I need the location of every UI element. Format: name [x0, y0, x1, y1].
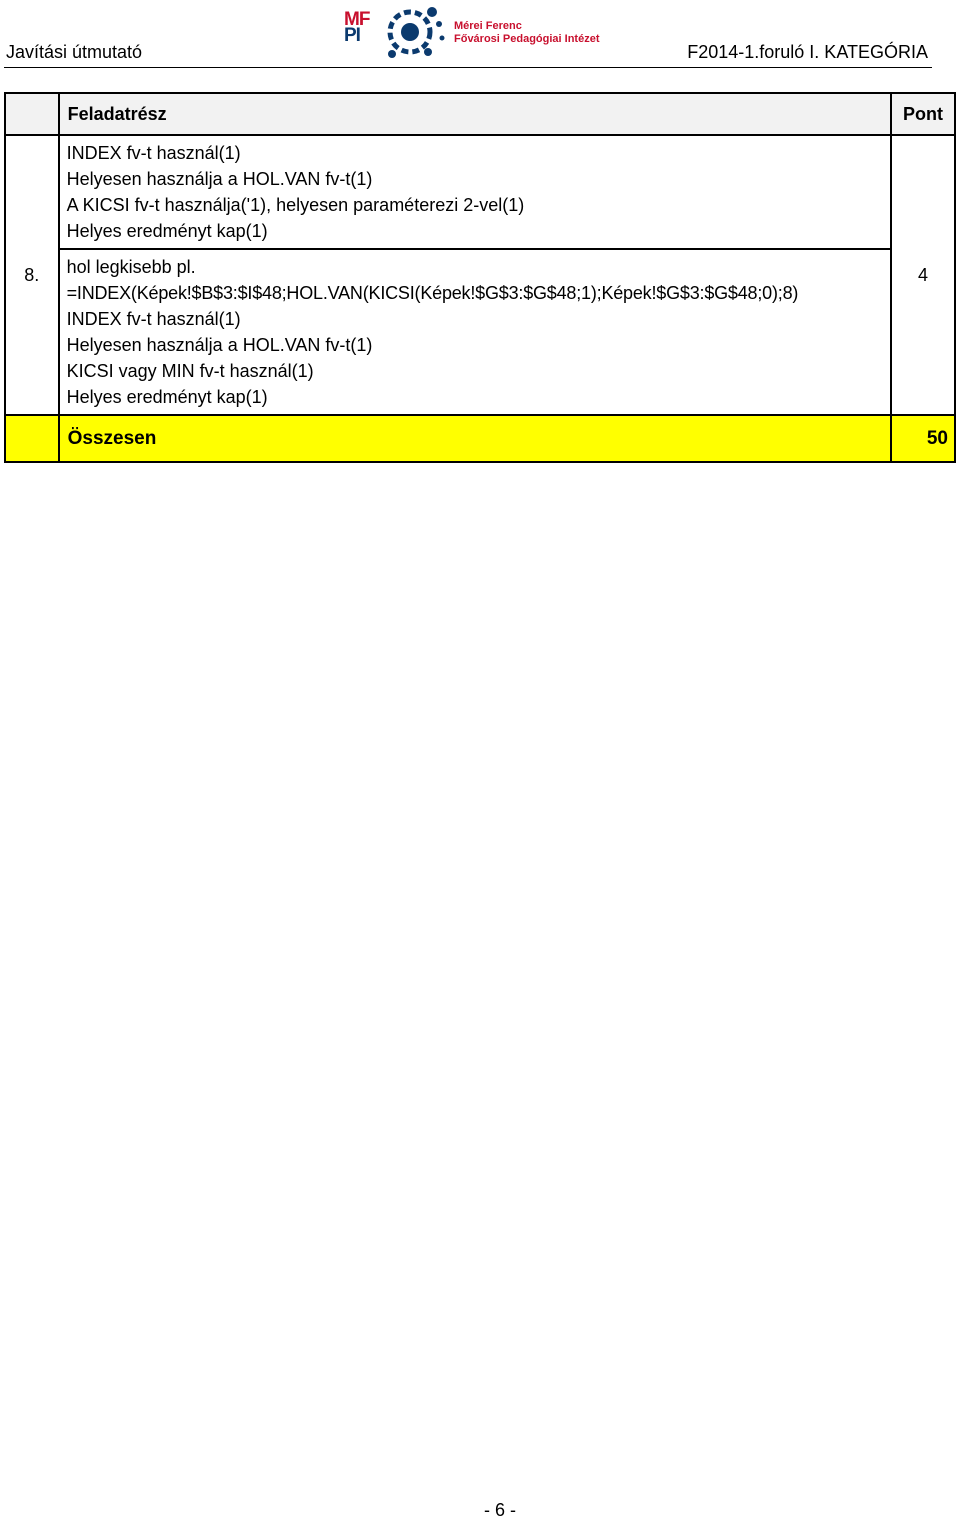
header-left-title: Javítási útmutató [6, 42, 143, 62]
criteria-block-2 [59, 249, 891, 415]
scoring-table [4, 92, 956, 463]
criteria-line: Helyes eredményt kap(1) [66, 387, 268, 407]
logo-institution-name: Mérei Ferenc Fővárosi Pedagógiai Intézet [454, 20, 600, 45]
criteria-line: INDEX fv-t használ(1) [66, 143, 241, 163]
page-number: - 6 - [483, 1500, 516, 1520]
criteria-line: A KICSI fv-t használja('1), helyesen paraméterezi 2-vel(1) [66, 195, 525, 215]
table-row [5, 249, 955, 415]
header-task-cell: Feladatrész [59, 93, 891, 135]
criteria-line: Helyes eredményt kap(1) [66, 221, 268, 241]
total-value: 50 [891, 415, 955, 462]
formula-line: =INDEX(Képek!$B$3:$I$48;HOL.VAN(KICSI(Képek!$G$3:$G$48;1);Képek!$G$3:$G$48;0);8) [66, 283, 799, 303]
criteria-line: hol legkisebb pl. [66, 257, 196, 277]
header-right-title: F2014-1.foruló I. KATEGÓRIA [687, 42, 928, 62]
table-header-row [5, 93, 955, 135]
criteria-line: INDEX fv-t használ(1) [66, 309, 241, 329]
total-number-cell [5, 415, 59, 462]
task-points: 4 [891, 135, 955, 415]
criteria-line: Helyesen használja a HOL.VAN fv-t(1) [66, 335, 373, 355]
criteria-block-1 [59, 135, 891, 249]
page-header [0, 0, 960, 70]
logo-letters: MF PI [344, 9, 370, 46]
criteria-line: Helyesen használja a HOL.VAN fv-t(1) [66, 169, 373, 189]
header-points-cell: Pont [891, 93, 955, 135]
header-number-cell [5, 93, 59, 135]
table-row [5, 135, 955, 249]
mfpi-logo [344, 2, 604, 60]
total-row [5, 415, 955, 462]
task-number: 8. [5, 135, 59, 415]
total-label: Összesen [59, 415, 891, 462]
criteria-line: KICSI vagy MIN fv-t használ(1) [66, 361, 314, 381]
header-divider [4, 67, 932, 68]
logo-mark-icon [382, 2, 448, 60]
